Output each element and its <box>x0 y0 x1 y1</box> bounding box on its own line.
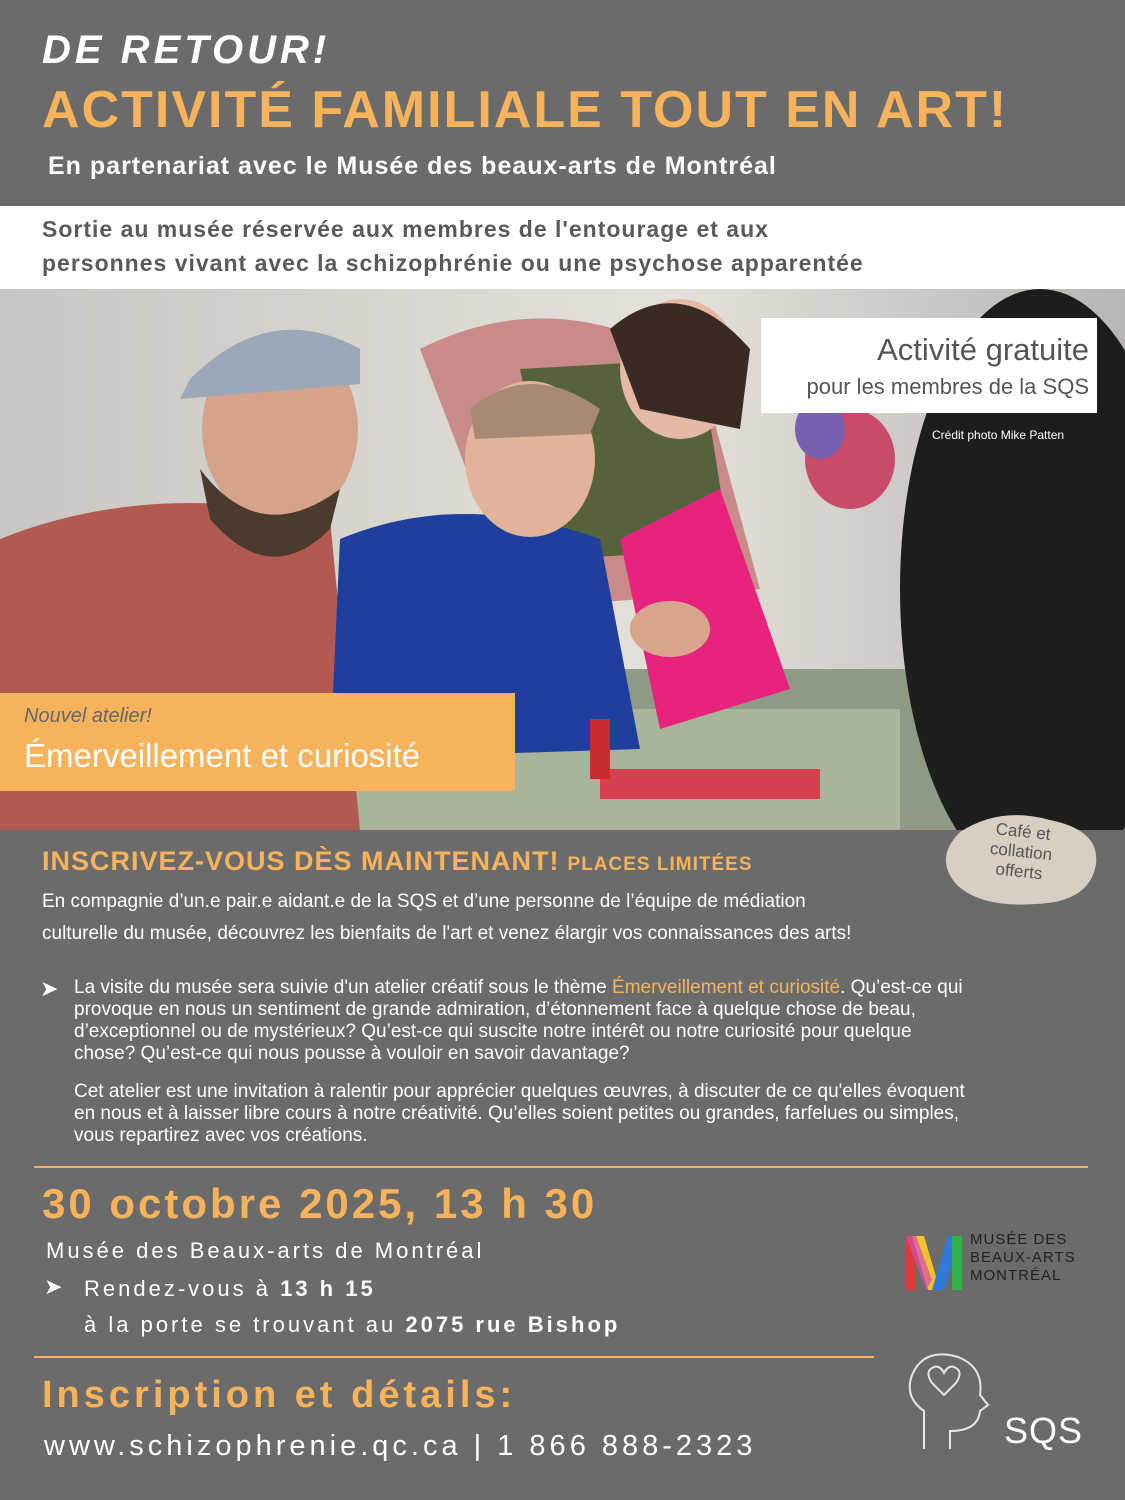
bullet-line-1-pre: La visite du musée sera suivie d'un atelier créatif sous le thème <box>74 977 613 998</box>
workshop-banner <box>0 693 515 791</box>
intro-line-2: culturelle du musée, découvrez les bienfaits de l'art et venez élargir vos connaissances des arts! <box>42 923 852 944</box>
photo-credit: Crédit photo Mike Patten <box>932 428 1065 442</box>
bullet-line-6: en nous et à laisser libre cours à notre créativité. Qu’elles soient petites ou grandes, farfelues ou simples, <box>74 1103 960 1124</box>
bullet-line-7: vous repartirez avec vos créations. <box>74 1125 368 1146</box>
contact-line[interactable]: www.schizophrenie.qc.ca | 1 866 888-2323 <box>44 1430 757 1462</box>
mbam-line-3: MONTRÉAL <box>970 1267 1062 1284</box>
coffee-badge-line-1: Café et <box>994 819 1052 844</box>
bullet-line-1 <box>74 978 963 998</box>
bullet-arrow-icon: ➤ <box>40 976 59 1001</box>
meet-arrow-icon: ➤ <box>44 1274 63 1299</box>
mbam-wordmark <box>970 1231 1076 1285</box>
bullet-line-3: d’exceptionnel ou de mystérieux? Qu’est-ce qui suscite notre intérêt ou notre curiosité pour quelque <box>74 1021 912 1042</box>
mbam-logo <box>902 1230 1092 1296</box>
bullet-theme: Émerveillement et curiosité <box>612 977 841 998</box>
divider-2 <box>34 1356 874 1358</box>
subtitle-band <box>0 206 1125 289</box>
limited-places: PLACES LIMITÉES <box>567 854 753 875</box>
event-venue: Musée des Beaux-arts de Montréal <box>46 1238 485 1263</box>
intro-line-1: En compagnie d’un.e pair.e aidant.e de la SQS et d’une personne de l’équipe de médiation <box>42 891 806 912</box>
subtitle-line-1: Sortie au musée réservée aux membres de l'entourage et aux <box>42 216 769 242</box>
meeting-pre: Rendez-vous à <box>84 1276 281 1301</box>
sqs-head-heart-icon <box>900 1345 1000 1455</box>
coffee-badge-line-2: collation <box>989 838 1054 865</box>
event-date: 30 octobre 2025, 13 h 30 <box>42 1180 598 1227</box>
bullet-line-5: Cet atelier est une invitation à ralentir pour apprécier quelques œuvres, à discuter de ce qu'elles évoquent <box>74 1081 965 1102</box>
workshop-kicker: Nouvel atelier! <box>24 705 152 727</box>
register-title: INSCRIVEZ-VOUS DÈS MAINTENANT! <box>42 846 560 876</box>
sqs-wordmark: SQS <box>1004 1410 1084 1451</box>
workshop-title: Émerveillement et curiosité <box>24 737 421 774</box>
divider-1 <box>34 1166 1088 1168</box>
contact-heading: Inscription et détails: <box>42 1374 517 1416</box>
subtitle-line-2: personnes vivant avec la schizophrénie ou une psychose apparentée <box>42 250 864 276</box>
coffee-badge-text <box>957 816 1085 888</box>
partner-line: En partenariat avec le Musée des beaux-arts de Montréal <box>48 152 777 180</box>
door-address: 2075 rue Bishop <box>405 1312 621 1337</box>
door-pre: à la porte se trouvant au <box>84 1312 406 1337</box>
free-activity-title: Activité gratuite <box>877 332 1089 367</box>
coffee-badge-line-3: offerts <box>994 859 1044 884</box>
meeting-time: 13 h 15 <box>280 1276 376 1301</box>
bullet-line-2: provoque en nous un sentiment de grande admiration, d’étonnement face à quelque chose de beau, <box>74 999 916 1020</box>
kicker-title: DE RETOUR! <box>42 28 331 72</box>
headline: ACTIVITÉ FAMILIALE TOUT EN ART! <box>42 81 1009 139</box>
free-activity-subtitle: pour les membres de la SQS <box>806 374 1089 399</box>
free-activity-box <box>761 318 1097 413</box>
meeting-time-line <box>84 1276 376 1302</box>
meeting-door-line <box>84 1312 620 1338</box>
mbam-m-icon <box>902 1230 966 1292</box>
bullet-line-4: chose? Qu’est-ce qui nous pousse à vouloir en savoir davantage? <box>74 1043 630 1064</box>
mbam-line-2: BEAUX-ARTS <box>970 1249 1076 1266</box>
register-heading <box>42 846 753 877</box>
mbam-line-1: MUSÉE DES <box>970 1231 1068 1248</box>
bullet-line-1-post: . Qu’est-ce qui <box>840 977 963 998</box>
